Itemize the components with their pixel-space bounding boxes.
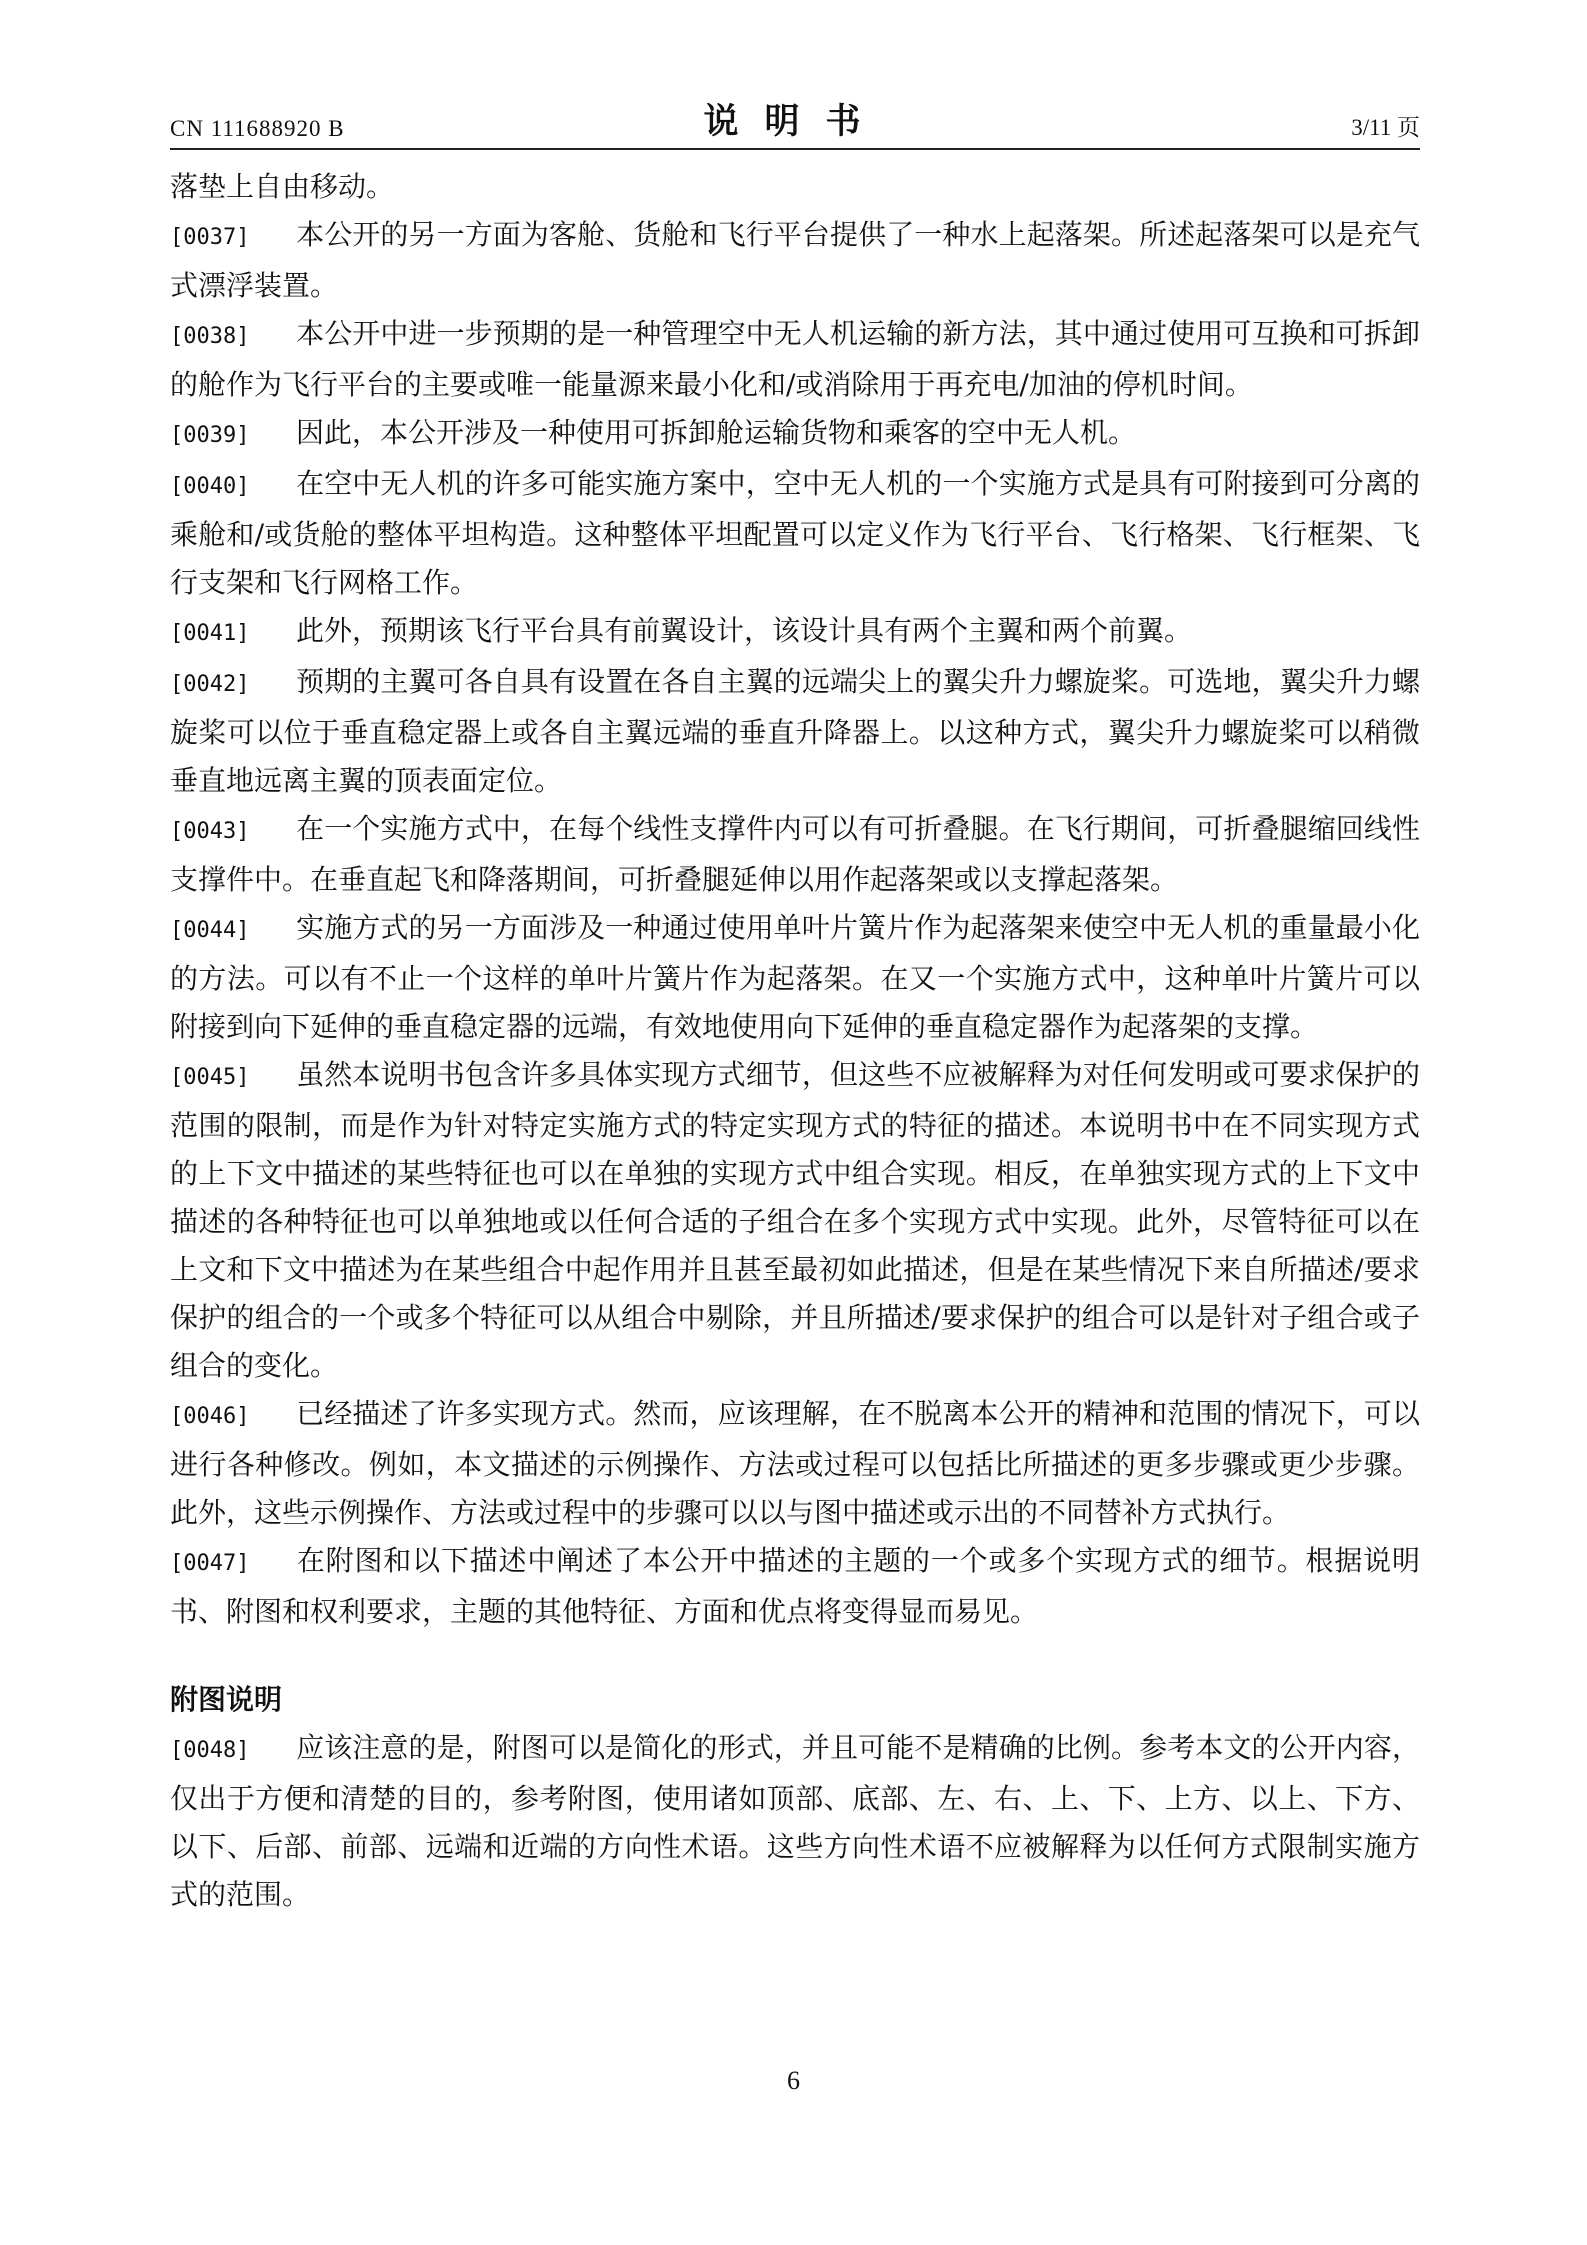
paragraph-number: [0045] [170, 1065, 250, 1090]
paragraph-text: 本公开中进一步预期的是一种管理空中无人机运输的新方法，其中通过使用可互换和可拆卸的舱作为飞行平台的主要或唯一能量源来最小化和/或消除用于再充电/加油的停机时间。 [170, 317, 1420, 401]
paragraph-number: [0039] [170, 423, 250, 448]
paragraph [170, 805, 1420, 904]
paragraph-number: [0047] [170, 1551, 250, 1576]
paragraph [170, 1724, 1420, 1919]
paragraph [170, 460, 1420, 607]
paragraph-text: 本公开的另一方面为客舱、货舱和飞行平台提供了一种水上起落架。所述起落架可以是充气式漂浮装置。 [170, 218, 1420, 302]
paragraph-text: 在一个实施方式中，在每个线性支撑件内可以有可折叠腿。在飞行期间，可折叠腿缩回线性支撑件中。在垂直起飞和降落期间，可折叠腿延伸以用作起落架或以支撑起落架。 [170, 812, 1420, 896]
continuation-text: 落垫上自由移动。 [170, 170, 395, 203]
paragraph-text: 因此，本公开涉及一种使用可拆卸舱运输货物和乘客的空中无人机。 [296, 416, 1137, 449]
paragraph-text: 实施方式的另一方面涉及一种通过使用单叶片簧片作为起落架来使空中无人机的重量最小化的方法。可以有不止一个这样的单叶片簧片作为起落架。在又一个实施方式中，这种单叶片簧片可以附接到向下延伸的垂直稳定器的远端，有效地使用向下延伸的垂直稳定器作为起落架的支撑。 [170, 911, 1420, 1043]
paragraph [170, 1537, 1420, 1636]
paragraph-number: [0042] [170, 672, 250, 697]
paragraph [170, 1390, 1420, 1537]
paragraph-number: [0040] [170, 474, 250, 499]
paragraph [170, 409, 1420, 460]
paragraph-list [170, 211, 1420, 1636]
paragraph-text: 此外，预期该飞行平台具有前翼设计，该设计具有两个主翼和两个前翼。 [296, 614, 1193, 647]
paragraph-text: 已经描述了许多实现方式。然而，应该理解，在不脱离本公开的精神和范围的情况下，可以进行各种修改。例如，本文描述的示例操作、方法或过程可以包括比所描述的更多步骤或更少步骤。此外，这些示例操作、方法或过程中的步骤可以以与图中描述或示出的不同替补方式执行。 [170, 1397, 1420, 1529]
page-number: 6 [787, 2066, 800, 2095]
paragraph-number: [0046] [170, 1404, 250, 1429]
document-type-title: 说明书 [703, 102, 887, 142]
paragraph-number: [0037] [170, 225, 250, 250]
document-body [170, 163, 1420, 1919]
paragraph [170, 658, 1420, 805]
paragraph-text: 应该注意的是，附图可以是简化的形式，并且可能不是精确的比例。参考本文的公开内容，仅出于方便和清楚的目的，参考附图，使用诸如顶部、底部、左、右、上、下、上方、以上、下方、以下、后部、前部、远端和近端的方向性术语。这些方向性术语不应被解释为以任何方式限制实施方式的范围。 [170, 1731, 1420, 1911]
paragraph [170, 211, 1420, 310]
paragraph [170, 904, 1420, 1051]
paragraph-number: [0048] [170, 1738, 250, 1763]
paragraph-text: 在空中无人机的许多可能实施方案中，空中无人机的一个实施方式是具有可附接到可分离的乘舱和/或货舱的整体平坦构造。这种整体平坦配置可以定义作为飞行平台、飞行格架、飞行框架、飞行支架和飞行网格工作。 [170, 467, 1420, 599]
patent-number: CN 111688920 B [170, 116, 345, 141]
page-indicator: 3/11 页 [1351, 115, 1420, 140]
paragraph-text: 虽然本说明书包含许多具体实现方式细节，但这些不应被解释为对任何发明或可要求保护的范围的限制，而是作为针对特定实施方式的特定实现方式的特征的描述。本说明书中在不同实现方式的上下文中描述的某些特征也可以在单独的实现方式中组合实现。相反，在单独实现方式的上下文中描述的各种特征也可以单独地或以任何合适的子组合在多个实现方式中实现。此外，尽管特征可以在上文和下文中描述为在某些组合中起作用并且甚至最初如此描述，但是在某些情况下来自所描述/要求保护的组合的一个或多个特征可以从组合中剔除，并且所描述/要求保护的组合可以是针对子组合或子组合的变化。 [170, 1058, 1420, 1382]
paragraph-number: [0044] [170, 918, 250, 943]
page-header [170, 92, 1420, 150]
paragraph [170, 1051, 1420, 1390]
paragraph [170, 310, 1420, 409]
paragraph-text: 预期的主翼可各自具有设置在各自主翼的远端尖上的翼尖升力螺旋桨。可选地，翼尖升力螺旋桨可以位于垂直稳定器上或各自主翼远端的垂直升降器上。以这种方式，翼尖升力螺旋桨可以稍微垂直地远离主翼的顶表面定位。 [170, 665, 1420, 797]
paragraph-number: [0041] [170, 621, 250, 646]
paragraph-number: [0043] [170, 819, 250, 844]
paragraph [170, 607, 1420, 658]
paragraph-number: [0038] [170, 324, 250, 349]
section-heading: 附图说明 [170, 1683, 283, 1716]
paragraph-text: 在附图和以下描述中阐述了本公开中描述的主题的一个或多个实现方式的细节。根据说明书、附图和权利要求，主题的其他特征、方面和优点将变得显而易见。 [170, 1544, 1420, 1628]
paragraph-list-figures [170, 1724, 1420, 1919]
